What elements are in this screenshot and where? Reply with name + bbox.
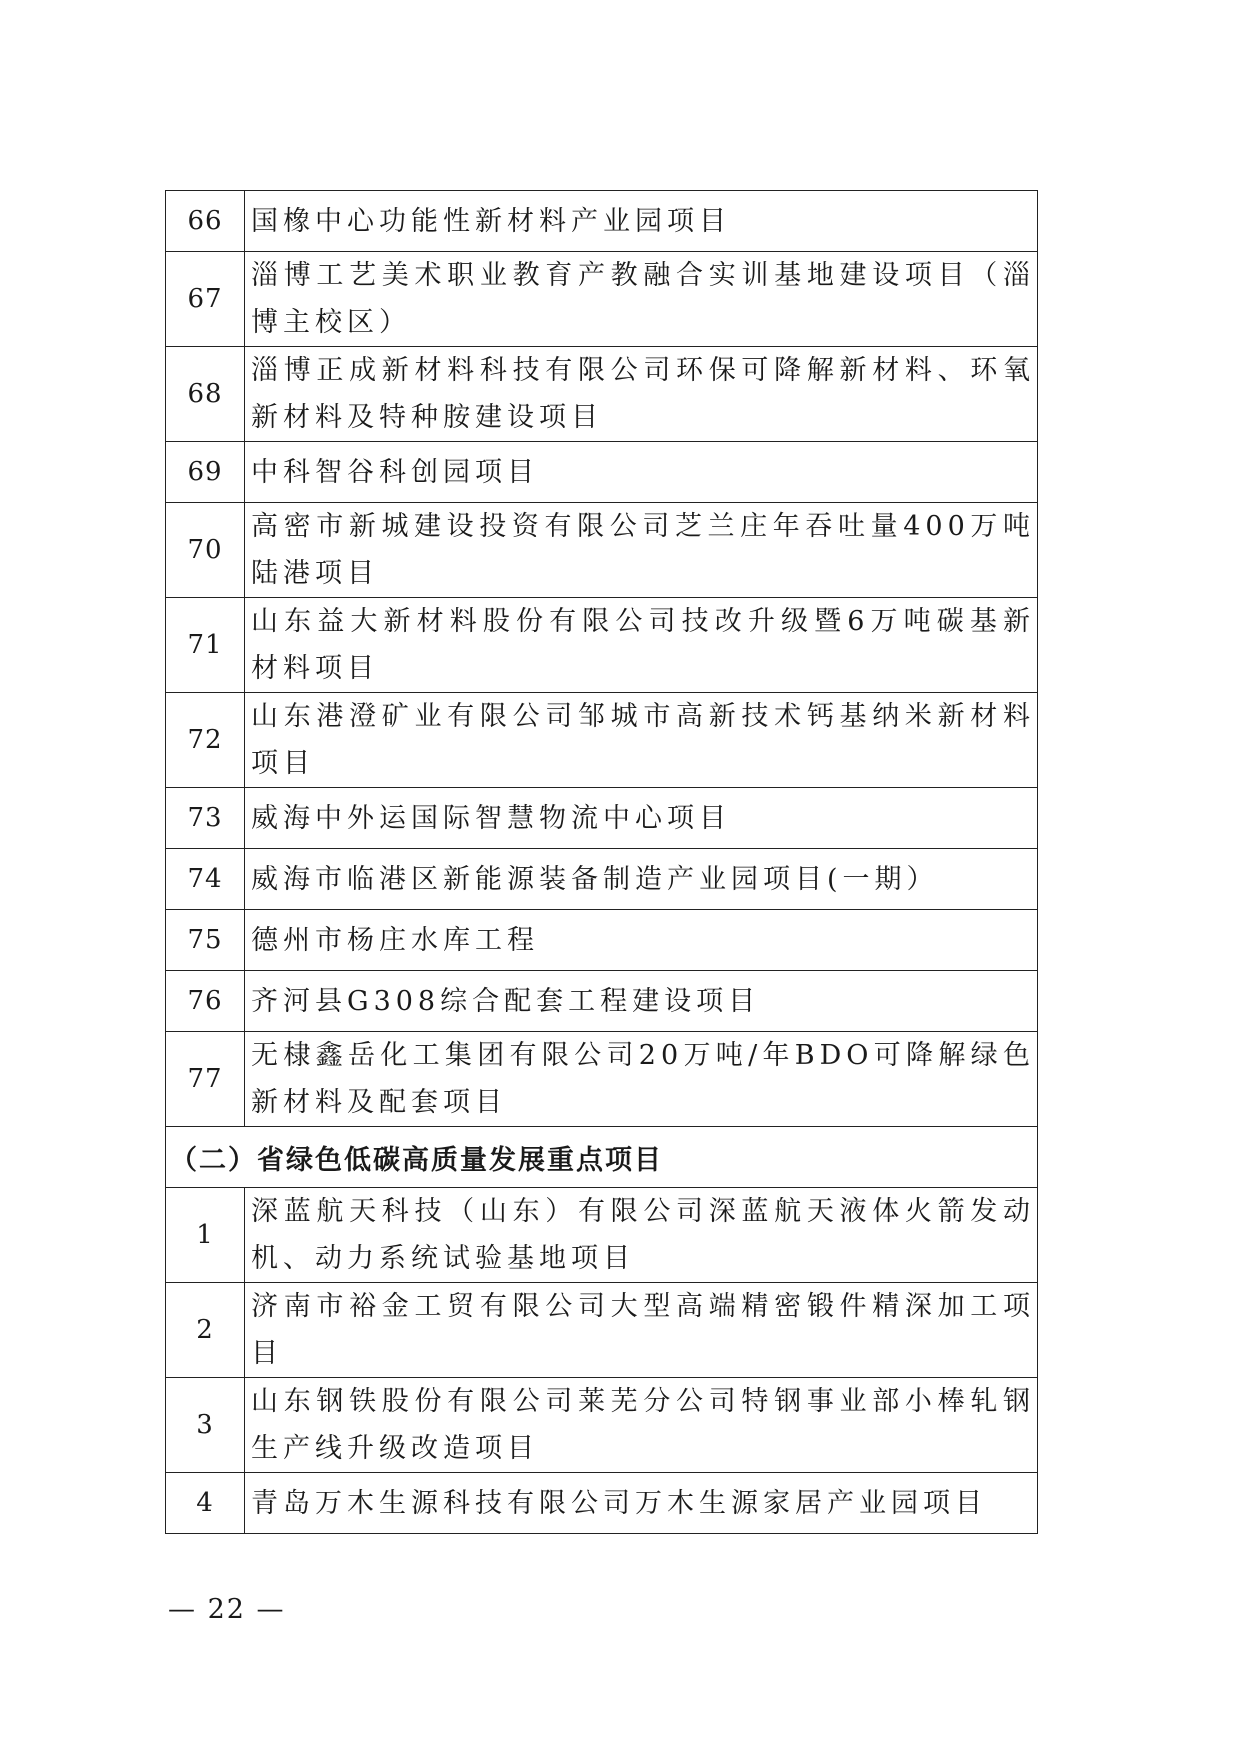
table-row xyxy=(166,598,1038,693)
section-heading: （二）省绿色低碳高质量发展重点项目 xyxy=(166,1127,1038,1188)
table-row xyxy=(166,971,1038,1032)
project-name: 山东港澄矿业有限公司邹城市高新技术钙基纳米新材料项目 xyxy=(245,693,1038,788)
row-number: 2 xyxy=(166,1283,245,1378)
table-row xyxy=(166,252,1038,347)
table-row xyxy=(166,503,1038,598)
table-row xyxy=(166,1032,1038,1127)
table-row xyxy=(166,347,1038,442)
project-name: 无棣鑫岳化工集团有限公司20万吨/年BDO可降解绿色新材料及配套项目 xyxy=(245,1032,1038,1127)
section-heading-row xyxy=(166,1127,1038,1188)
row-number: 4 xyxy=(166,1473,245,1534)
row-number: 67 xyxy=(166,252,245,347)
table-row xyxy=(166,788,1038,849)
row-number: 68 xyxy=(166,347,245,442)
project-name: 山东钢铁股份有限公司莱芜分公司特钢事业部小棒轧钢生产线升级改造项目 xyxy=(245,1378,1038,1473)
row-number: 73 xyxy=(166,788,245,849)
table-row xyxy=(166,693,1038,788)
row-number: 77 xyxy=(166,1032,245,1127)
project-name: 威海中外运国际智慧物流中心项目 xyxy=(245,788,1038,849)
table-row xyxy=(166,910,1038,971)
row-number: 76 xyxy=(166,971,245,1032)
row-number: 1 xyxy=(166,1188,245,1283)
project-name: 青岛万木生源科技有限公司万木生源家居产业园项目 xyxy=(245,1473,1038,1534)
table-row xyxy=(166,1283,1038,1378)
project-name: 高密市新城建设投资有限公司芝兰庄年吞吐量400万吨陆港项目 xyxy=(245,503,1038,598)
project-name: 深蓝航天科技（山东）有限公司深蓝航天液体火箭发动机、动力系统试验基地项目 xyxy=(245,1188,1038,1283)
project-name: 济南市裕金工贸有限公司大型高端精密锻件精深加工项目 xyxy=(245,1283,1038,1378)
row-number: 3 xyxy=(166,1378,245,1473)
project-name: 山东益大新材料股份有限公司技改升级暨6万吨碳基新材料项目 xyxy=(245,598,1038,693)
table-row xyxy=(166,442,1038,503)
row-number: 70 xyxy=(166,503,245,598)
page-number: — 22 — xyxy=(168,1594,286,1625)
project-name: 齐河县G308综合配套工程建设项目 xyxy=(245,971,1038,1032)
project-name: 威海市临港区新能源装备制造产业园项目(一期） xyxy=(245,849,1038,910)
row-number: 71 xyxy=(166,598,245,693)
row-number: 69 xyxy=(166,442,245,503)
table-row xyxy=(166,1473,1038,1534)
project-name: 中科智谷科创园项目 xyxy=(245,442,1038,503)
table-row xyxy=(166,1378,1038,1473)
row-number: 74 xyxy=(166,849,245,910)
project-table xyxy=(165,190,1038,1534)
row-number: 75 xyxy=(166,910,245,971)
project-name: 国橡中心功能性新材料产业园项目 xyxy=(245,191,1038,252)
project-name: 德州市杨庄水库工程 xyxy=(245,910,1038,971)
table-row xyxy=(166,191,1038,252)
row-number: 66 xyxy=(166,191,245,252)
project-name: 淄博工艺美术职业教育产教融合实训基地建设项目（淄博主校区） xyxy=(245,252,1038,347)
table-row xyxy=(166,1188,1038,1283)
row-number: 72 xyxy=(166,693,245,788)
project-name: 淄博正成新材料科技有限公司环保可降解新材料、环氧新材料及特种胺建设项目 xyxy=(245,347,1038,442)
table-row xyxy=(166,849,1038,910)
